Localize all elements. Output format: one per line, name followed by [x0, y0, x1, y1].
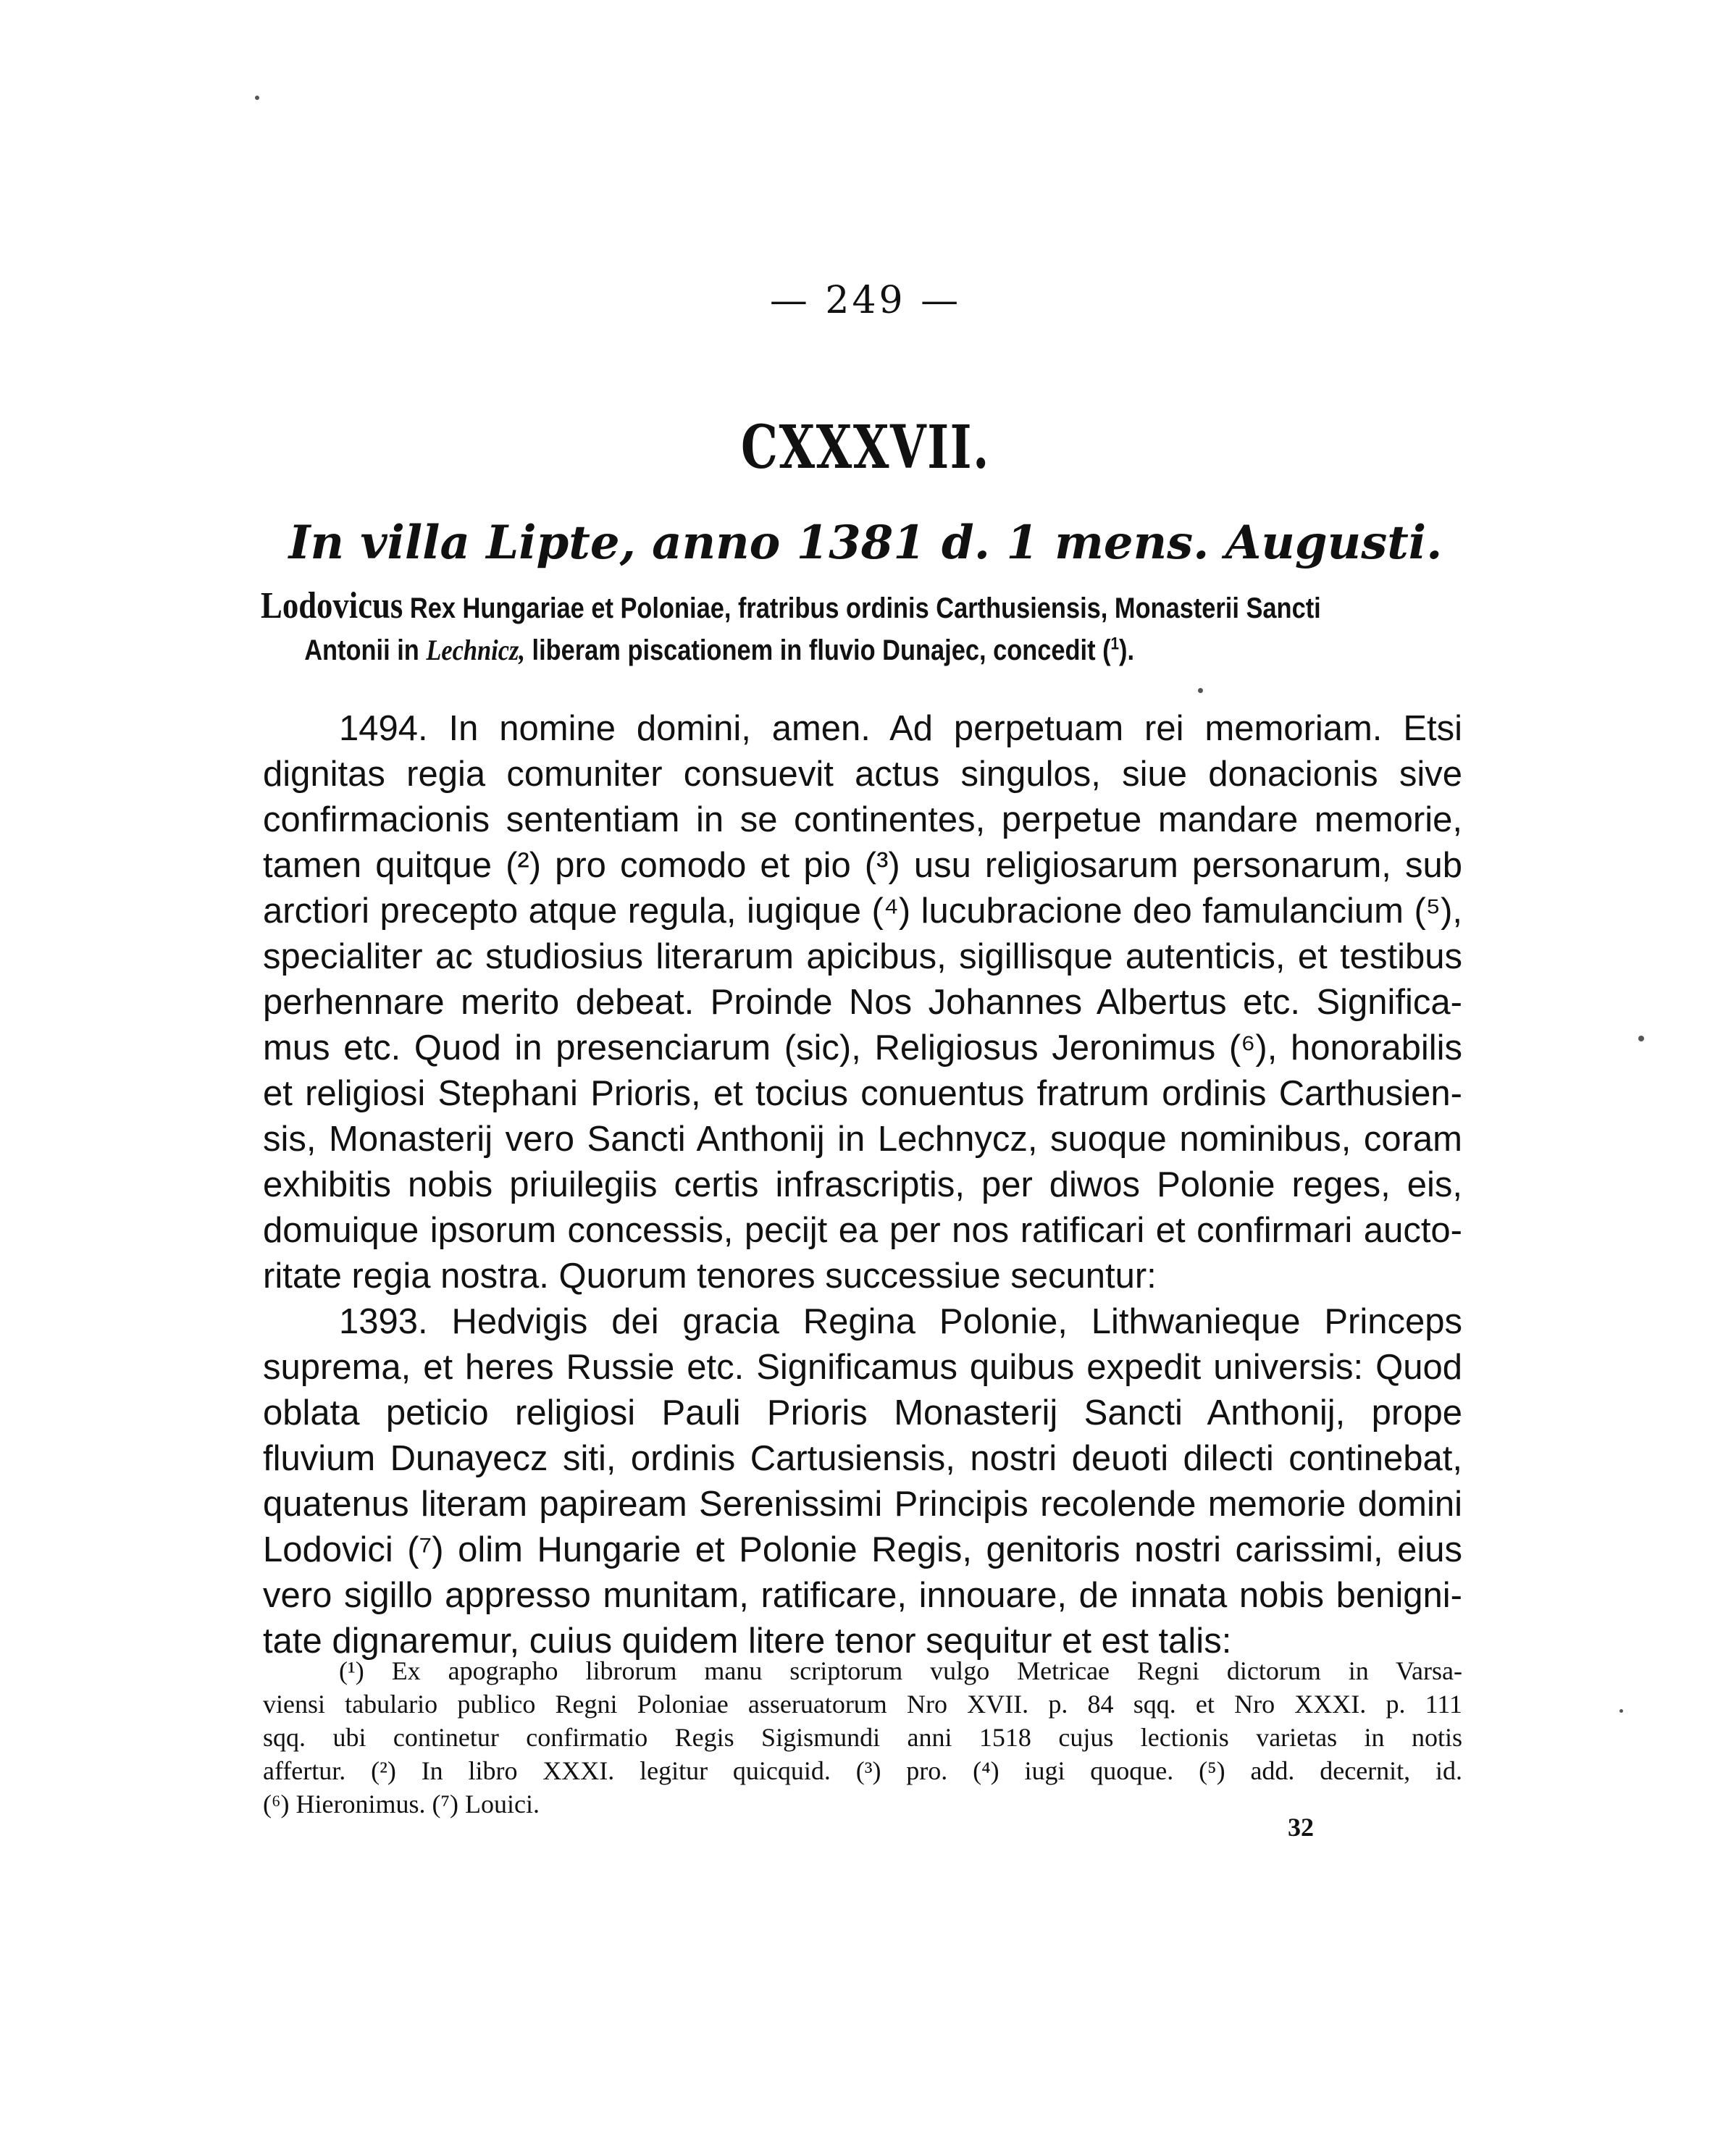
summary-text-4: ).: [1119, 634, 1135, 666]
summary-footnote-ref: 1: [1110, 634, 1120, 654]
body-line: quatenus literam papiream Serenissimi Principis recolende memorie domini: [263, 1485, 1462, 1524]
body-line: arctiori precepto atque regula, iugique (⁴) lucubracione deo famulancium (⁵),: [263, 892, 1462, 931]
body-line: confirmacionis sententiam in se continentes, perpetue mandare memorie,: [263, 800, 1462, 839]
body-line: oblata peticio religiosi Pauli Prioris Monasterij Sancti Anthonij, prope: [263, 1393, 1462, 1433]
body-line: vero sigillo appresso munitam, ratificare, innouare, de innata nobis benigni-: [263, 1576, 1462, 1615]
footnote-line: viensi tabulario publico Regni Poloniae asseruatorum Nro XVII. p. 84 sqq. et Nro XXXI. p. 111: [263, 1690, 1462, 1719]
footnote-line: sqq. ubi continetur confirmatio Regis Sigismundi anni 1518 cujus lectionis varietas in notis: [263, 1723, 1462, 1752]
body-line: Lodovici (⁷) olim Hungarie et Polonie Regis, genitoris nostri carissimi, eius: [263, 1530, 1462, 1569]
document-body: [263, 706, 1462, 1664]
paper-speck: [1619, 1709, 1623, 1713]
footnote-line: (¹) Ex apographo librorum manu scriptorum vulgo Metricae Regni dictorum in Varsa-: [339, 1656, 1462, 1685]
body-line: ritate regia nostra. Quorum tenores successiue secuntur:: [263, 1257, 1157, 1296]
footnote-line: affertur. (²) In libro XXXI. legitur quicquid. (³) pro. (⁴) iugi quoque. (⁵) add. decernit, id.: [263, 1756, 1462, 1785]
body-line: domuique ipsorum concessis, pecijt ea per nos ratificari et confirmari aucto-: [263, 1211, 1462, 1250]
summary-line-2: [261, 629, 1475, 671]
paper-speck: [255, 96, 259, 100]
body-line: tate dignaremur, cuius quidem litere tenor sequitur et est talis:: [263, 1622, 1232, 1661]
document-number: CXXXVII.: [740, 413, 990, 482]
body-line: dignitas regia comuniter consuevit actus singulos, siue donacionis sive: [263, 755, 1462, 794]
signature-mark: 32: [1288, 1813, 1314, 1842]
footnote-line: (⁶) Hieronimus. (⁷) Louici.: [263, 1790, 540, 1819]
paper-speck: [1198, 688, 1203, 693]
summary-text-1: Rex Hungariae et Poloniae, fratribus ordinis Carthusiensis, Monasterii Sancti: [403, 592, 1321, 624]
place-date-heading: In villa Lipte, anno 1381 d. 1 mens. Augusti.: [288, 516, 1443, 570]
document-summary: [261, 585, 1475, 671]
body-line: perhennare merito debeat. Proinde Nos Johannes Albertus etc. Significa-: [263, 983, 1462, 1022]
summary-text-3: liberam piscationem in fluvio Dunajec, concedit (: [524, 634, 1111, 666]
body-line: suprema, et heres Russie etc. Significamus quibus expedit universis: Quod: [263, 1348, 1462, 1387]
page-folio: — 249 —: [769, 279, 962, 322]
body-line: exhibitis nobis priuilegiis certis infrascriptis, per diwos Polonie reges, eis,: [263, 1165, 1462, 1204]
summary-text-2: Antonii in: [304, 634, 427, 666]
body-line: 1494. In nomine domini, amen. Ad perpetuam rei memoriam. Etsi: [339, 709, 1462, 748]
summary-place-name: Lechnicz,: [426, 634, 525, 666]
summary-lead-word: Lodovicus: [261, 585, 403, 626]
body-line: fluvium Dunayecz siti, ordinis Cartusiensis, nostri deuoti dilecti continebat,: [263, 1439, 1462, 1478]
body-line: sis, Monasterij vero Sancti Anthonij in Lechnycz, suoque nominibus, coram: [263, 1120, 1462, 1159]
footnotes: [263, 1654, 1462, 1821]
body-line: et religiosi Stephani Prioris, et tocius conuentus fratrum ordinis Carthusien-: [263, 1074, 1462, 1113]
body-line: tamen quitque (²) pro comodo et pio (³) usu religiosarum personarum, sub: [263, 846, 1462, 885]
paper-speck: [1638, 1036, 1644, 1041]
body-line: mus etc. Quod in presenciarum (sic), Religiosus Jeronimus (⁶), honorabilis: [263, 1028, 1462, 1067]
body-line: 1393. Hedvigis dei gracia Regina Polonie, Lithwanieque Princeps: [339, 1302, 1462, 1341]
body-line: specialiter ac studiosius literarum apicibus, sigillisque autenticis, et testibus: [263, 937, 1462, 976]
